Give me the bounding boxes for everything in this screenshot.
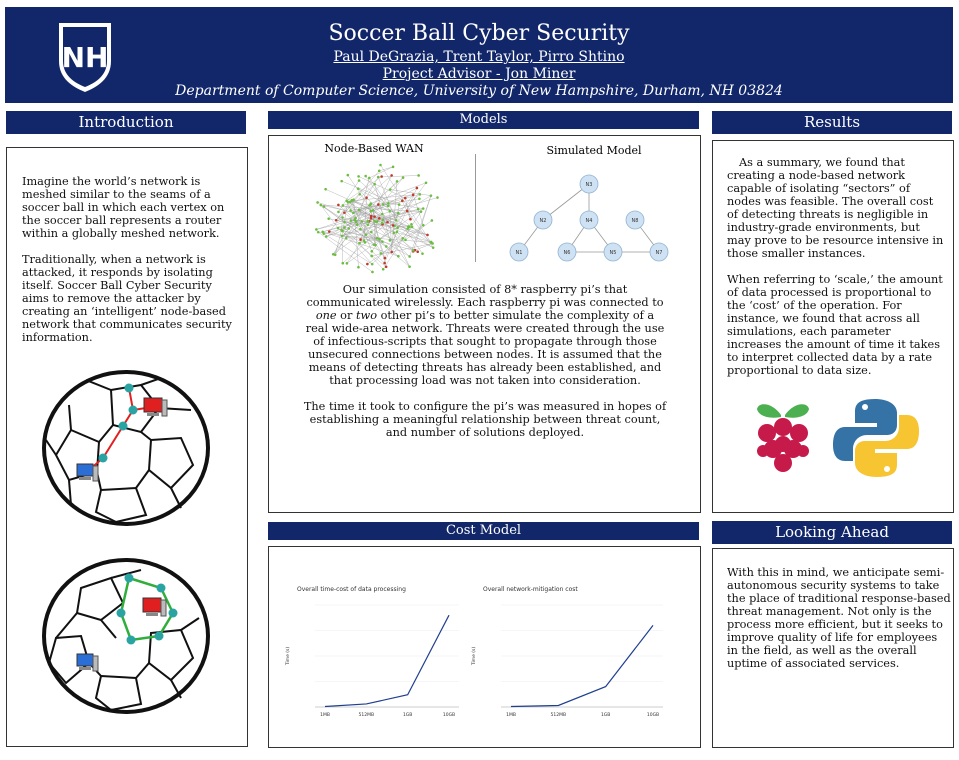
- intro-paragraph-2: Traditionally, when a network is attacked, it responds by isolating itself. Soccer Ball Cyber Security aims to remove the attacker by creating an ‘intelligent’ node-based network that communicates security information.: [22, 253, 232, 344]
- node-based-wan-graph: [309, 158, 449, 280]
- soccer-ball-attack-diagram: [41, 370, 211, 526]
- poster-title: Soccer Ball Cyber Security: [328, 21, 630, 46]
- logo-text: NH: [61, 41, 109, 74]
- chart-x-tick: 1GB: [402, 713, 413, 718]
- time-cost-chart: [279, 581, 471, 721]
- python-icon: [833, 397, 919, 479]
- chart-x-tick: 1MB: [320, 713, 330, 718]
- department-line: Department of Computer Science, University of New Hampshire, Durham, NH 03824: [175, 83, 783, 99]
- intro-paragraph-1: Imagine the world’s network is meshed similar to the seams of a soccer ball in which each vertex on the soccer ball represents a router within a globally meshed network.: [22, 175, 225, 240]
- node-n1: N1: [515, 250, 523, 256]
- models-paragraph-1: Our simulation consisted of 8* raspberry pi’s that communicated wirelessly. Each raspberry pi was connected to one or two other pi’s to better simulate the complexity of a real wide-area network. Threats were created through the use of infectious-scripts that sought to propagate through those unsecured connections between nodes. It is assumed that the means of detecting threats has already been established, and that processing load was not taken into consideration.: [305, 283, 665, 387]
- models-divider: [475, 154, 476, 262]
- chart-ylabel: Time (s): [286, 646, 291, 666]
- raspberry-pi-icon: [751, 399, 815, 479]
- node-n5: N5: [609, 250, 617, 256]
- results-paragraph-2: When referring to ‘scale,’ the amount of data processed is proportional to the ‘cost’ of the operation. For instance, we found that across all simulations, each parameter increases the amount of time it takes to interpret collected data by a rate proportional to data size.: [727, 273, 943, 377]
- chart-x-tick: 1MB: [506, 713, 516, 718]
- node-n8: N8: [631, 218, 639, 224]
- node-n3: N3: [585, 182, 593, 188]
- isolated-infected-computer-icon: [143, 598, 166, 616]
- node-n2: N2: [539, 218, 547, 224]
- chart-x-tick: 10GB: [646, 713, 660, 718]
- node-n7: N7: [655, 250, 663, 256]
- chart-title: Overall network-mitigation cost: [483, 586, 578, 593]
- looking-ahead-heading: Looking Ahead: [712, 521, 952, 544]
- infected-computer-icon: [144, 398, 167, 416]
- sim-label: Simulated Model: [546, 144, 642, 157]
- advisor-line: Project Advisor - Jon Miner: [382, 66, 576, 82]
- authors-line: Paul DeGrazia, Trent Taylor, Pirro Shtino: [333, 49, 625, 65]
- chart-series-line: [325, 615, 449, 706]
- simulated-model-graph: [499, 170, 689, 270]
- chart-title: Overall time-cost of data processing: [297, 586, 406, 593]
- chart-x-tick: 1GB: [600, 713, 611, 718]
- computer-icon: [77, 464, 98, 481]
- node-n4: N4: [585, 218, 593, 224]
- poster-header: [5, 7, 953, 103]
- looking-ahead-panel: [712, 548, 954, 748]
- introduction-panel: [6, 147, 248, 747]
- cost-model-panel: [268, 546, 701, 748]
- results-panel: [712, 140, 954, 513]
- introduction-heading: Introduction: [6, 111, 246, 134]
- mitigation-cost-chart: [465, 581, 675, 721]
- node-n6: N6: [563, 250, 571, 256]
- models-panel: [268, 135, 701, 513]
- results-paragraph-1: As a summary, we found that creating a node-based network capable of isolating “sectors” of nodes was feasible. The overall cost of detecting threats is negligible in industry-grade environments, but may prove to be resource intensive in those smaller instances.: [727, 156, 944, 260]
- results-heading: Results: [712, 111, 952, 134]
- looking-ahead-paragraph: With this in mind, we anticipate semi-autonomous security systems to take the place of traditional response-based threat management. Not only is the process more efficient, but it seeks to improve quality of life for employees in the field, as well as the overall uptime of associated services.: [727, 566, 951, 670]
- chart-x-tick: 512MB: [550, 713, 567, 718]
- models-paragraph-2: The time it took to configure the pi’s was measured in hopes of establishing a meaningful relationship between threat count, and number of solutions deployed.: [303, 400, 667, 439]
- chart-ylabel: Time (s): [472, 646, 477, 666]
- chart-series-line: [511, 625, 653, 706]
- soccer-ball-isolation-diagram: [41, 558, 211, 714]
- models-heading: Models: [268, 111, 699, 129]
- chart-x-tick: 512MB: [358, 713, 375, 718]
- safe-computer-icon: [77, 654, 98, 671]
- cost-model-heading: Cost Model: [268, 522, 699, 540]
- wan-label: Node-Based WAN: [324, 142, 424, 155]
- chart-x-tick: 10GB: [442, 713, 456, 718]
